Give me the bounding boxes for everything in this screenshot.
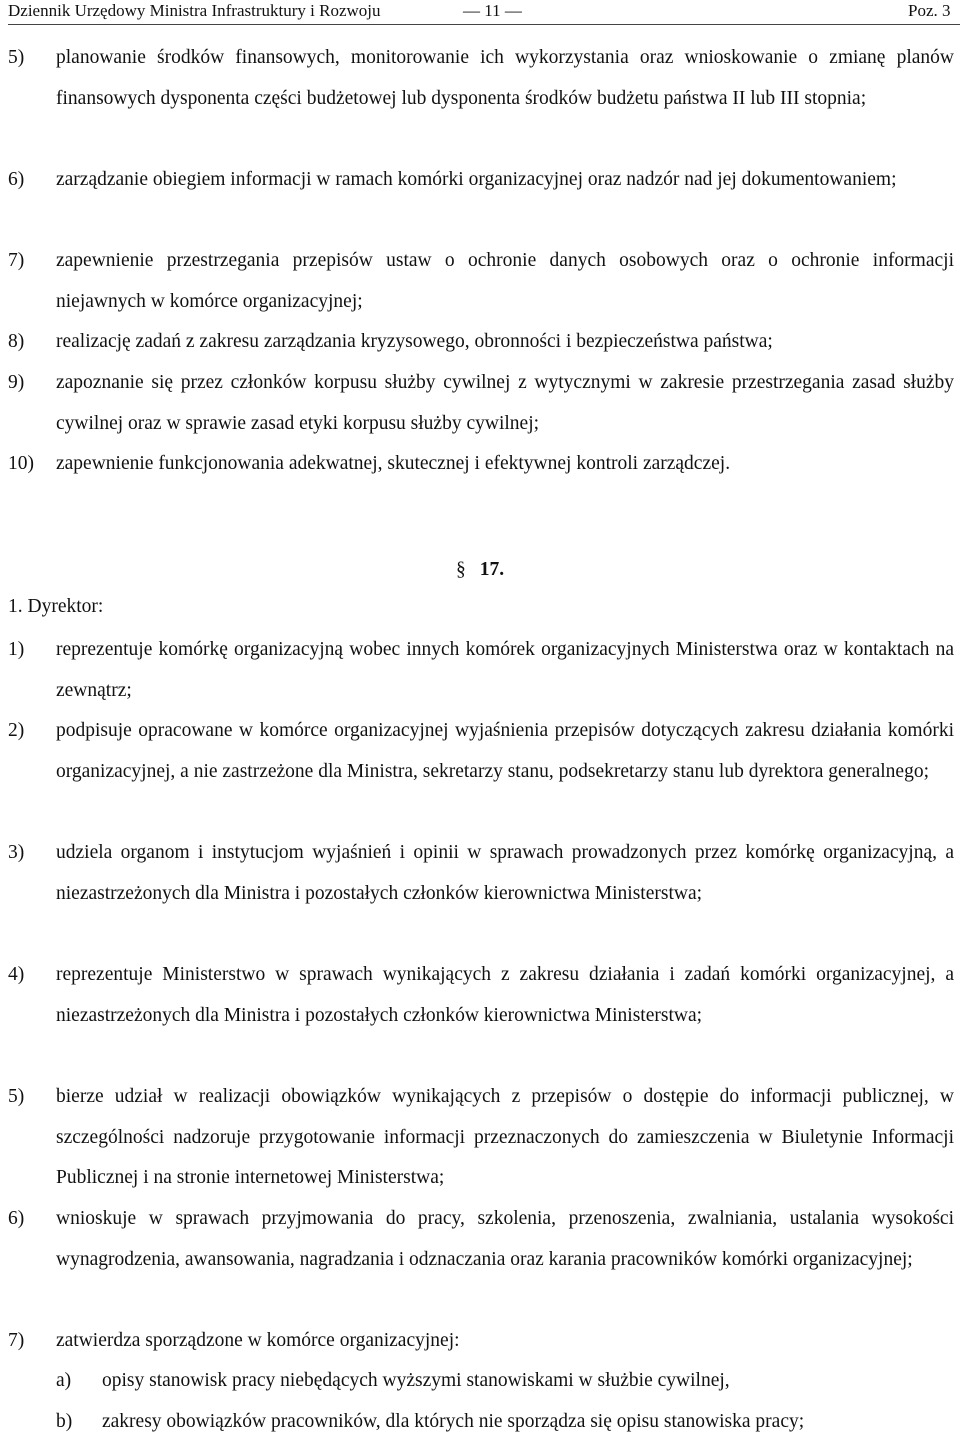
section-heading: [456, 550, 504, 591]
list-item: [8, 160, 954, 201]
list-item-text: podpisuje opracowane w komórce organizacyjnej wyjaśnienia przepisów dotyczących zakresu działania komórki organizacyjnej, a nie zastrzeżone dla Ministra, sekretarzy stanu, podsekretarzy stanu lub dyrektora generalnego;: [56, 720, 954, 782]
list-item-text: bierze udział w realizacji obowiązków wynikających z przepisów o dostępie do informacji publicznej, w szczególności nadzoruje przygotowanie informacji przeznaczonych do zamieszczenia w Biuletynie Informacji Publicznej i na stronie internetowej Ministerstwa;: [56, 1086, 954, 1188]
list-item-text: zatwierdza sporządzone w komórce organizacyjnej:: [56, 1330, 460, 1351]
list-item-number: 6): [8, 1208, 25, 1229]
paragraph-intro: 1. Dyrektor:: [8, 596, 104, 617]
list-item: [8, 1321, 954, 1362]
sub-list-item-letter: b): [56, 1411, 73, 1432]
page-header: [8, 0, 960, 24]
list-item: [8, 241, 954, 322]
list-item: [8, 444, 954, 485]
list-item-number: 4): [8, 964, 25, 985]
list-item: [8, 711, 954, 792]
list-item-number: 3): [8, 842, 25, 863]
list-item-number: 8): [8, 331, 25, 352]
list-item: [8, 955, 954, 1036]
list-item-text: realizację zadań z zakresu zarządzania kryzysowego, obronności i bezpieczeństwa państwa;: [56, 331, 773, 352]
list-item-text: reprezentuje komórkę organizacyjną wobec innych komórek organizacyjnych Ministerstwa oraz w kontaktach na zewnątrz;: [56, 639, 954, 701]
journal-title: Dziennik Urzędowy Ministra Infrastruktury i Rozwoju: [8, 1, 381, 20]
sub-list-item: [8, 1402, 954, 1443]
list-item-number: 1): [8, 639, 25, 660]
sub-list-item-text: zakresy obowiązków pracowników, dla których nie sporządza się opisu stanowiska pracy;: [102, 1411, 805, 1432]
list-item-text: zarządzanie obiegiem informacji w ramach komórki organizacyjnej oraz nadzór nad jej dokumentowaniem;: [56, 169, 897, 190]
list-item-number: 7): [8, 1330, 25, 1351]
list-item-number: 2): [8, 720, 25, 741]
list-item-text: udziela organom i instytucjom wyjaśnień i opinii w sprawach prowadzonych przez komórkę organizacyjną, a niezastrzeżonych dla Ministra i pozostałych członków kierownictwa Ministerstwa;: [56, 842, 954, 904]
list-item-text: reprezentuje Ministerstwo w sprawach wynikających z zakresu działania i zadań komórki organizacyjnej, a niezastrzeżonych dla Ministra i pozostałych członków kierownictwa Ministerstwa;: [56, 964, 954, 1026]
page-number: — 11 —: [463, 1, 522, 20]
list-item: [8, 630, 954, 711]
sub-list-item-text: opisy stanowisk pracy niebędących wyższymi stanowiskami w służbie cywilnej,: [102, 1370, 730, 1391]
list-item: [8, 833, 954, 914]
list-item-number: 10): [8, 453, 34, 474]
list-item-text: planowanie środków finansowych, monitorowanie ich wykorzystania oraz wnioskowanie o zmianę planów finansowych dysponenta części budżetowej lub dysponenta środków budżetu państwa II lub III stopnia;: [56, 47, 954, 109]
section-sign: §: [456, 559, 466, 580]
list-item-number: 6): [8, 169, 25, 190]
list-item-number: 9): [8, 372, 25, 393]
sub-list-item: [8, 1361, 954, 1402]
list-item: [8, 38, 954, 119]
position-number: Poz. 3: [908, 1, 951, 20]
list-item-text: zapoznanie się przez członków korpusu służby cywilnej z wytycznymi w zakresie przestrzegania zasad służby cywilnej oraz w sprawie zasad etyki korpusu służby cywilnej;: [56, 372, 954, 434]
list-item-number: 7): [8, 250, 25, 271]
list-item: [8, 322, 954, 363]
list-item: [8, 363, 954, 444]
list-item: [8, 1077, 954, 1199]
sub-list-item-letter: a): [56, 1370, 72, 1391]
list-item-number: 5): [8, 47, 25, 68]
list-item-number: 5): [8, 1086, 25, 1107]
list-item-text: zapewnienie funkcjonowania adekwatnej, skutecznej i efektywnej kontroli zarządczej.: [56, 453, 731, 474]
list-item-text: wnioskuje w sprawach przyjmowania do pracy, szkolenia, przenoszenia, zwalniania, ustalania wysokości wynagrodzenia, awansowania, nagradzania i odznaczania oraz karania pracowników komórki organizacyjnej;: [56, 1208, 954, 1270]
header-rule: [8, 24, 960, 25]
section-number: 17.: [479, 559, 505, 580]
list-item-text: zapewnienie przestrzegania przepisów ustaw o ochronie danych osobowych oraz o ochronie informacji niejawnych w komórce organizacyjnej;: [56, 250, 954, 312]
list-item: [8, 1199, 954, 1280]
